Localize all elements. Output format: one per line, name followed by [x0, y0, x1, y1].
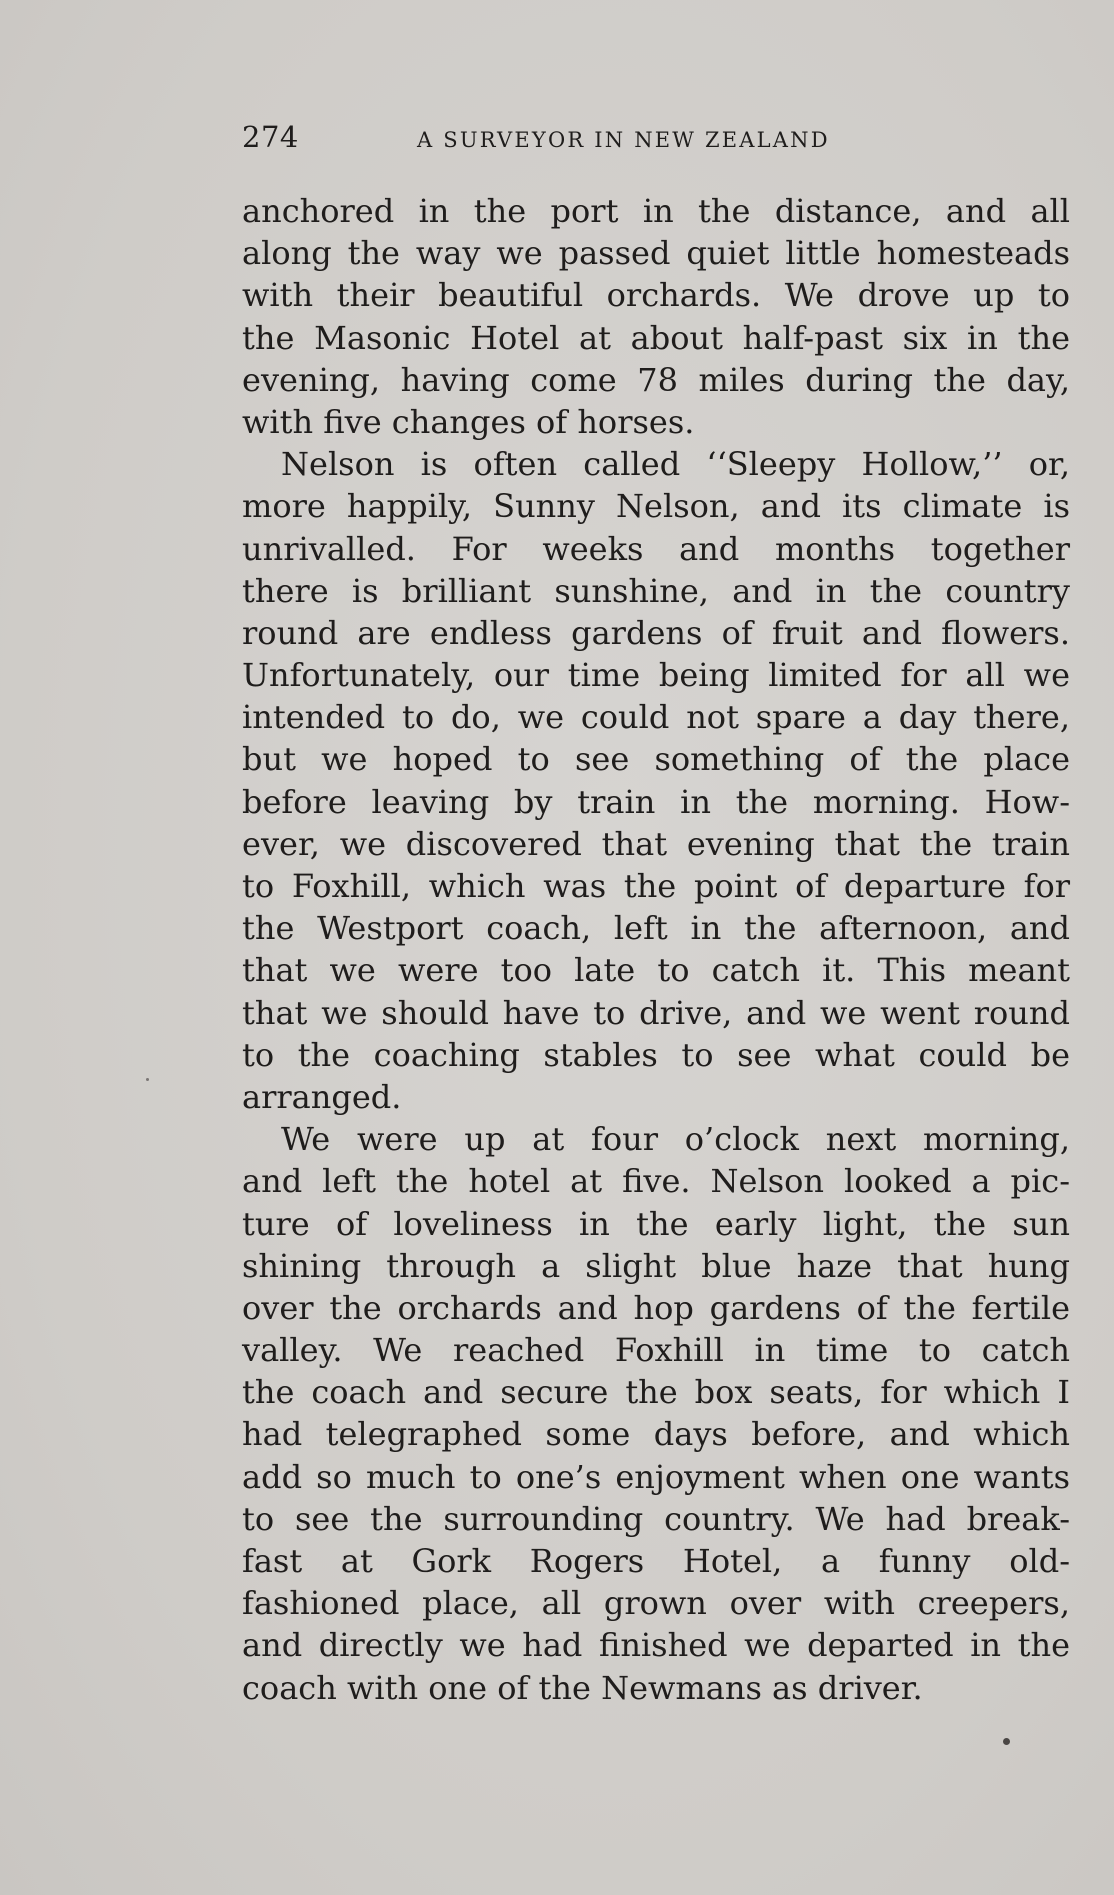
text-line: arranged.	[242, 1077, 402, 1116]
text-line: Nelson is often called ‘‘Sleepy Hollow,’’ or,	[281, 445, 1070, 484]
text-line: evening, having come 78 miles during the day,	[242, 360, 1070, 399]
text-line: the coach and secure the box seats, for which I	[242, 1373, 1070, 1412]
text-line: unrivalled. For weeks and months together	[242, 529, 1070, 568]
text-line: fashioned place, all grown over with creepers,	[242, 1584, 1070, 1623]
text-line: intended to do, we could not spare a day there,	[242, 698, 1070, 737]
text-line: coach with one of the Newmans as driver.	[242, 1668, 923, 1707]
text-line: more happily, Sunny Nelson, and its climate is	[242, 487, 1070, 526]
text-line: that we were too late to catch it. This meant	[242, 951, 1070, 990]
text-line: and left the hotel at five. Nelson looked a pic-	[242, 1162, 1070, 1201]
text-line: Unfortunately, our time being limited for all we	[242, 656, 1070, 695]
text-line: to see the surrounding country. We had break-	[242, 1499, 1070, 1538]
text-line: to Foxhill, which was the point of departure for	[242, 867, 1070, 905]
body-text	[242, 190, 1070, 1709]
text-line: that we should have to drive, and we went round	[242, 993, 1070, 1032]
text-line: but we hoped to see something of the place	[242, 740, 1070, 779]
text-line: over the orchards and hop gardens of the fertile	[242, 1288, 1070, 1327]
text-line: to the coaching stables to see what could be	[242, 1035, 1070, 1074]
text-line: ever, we discovered that evening that the train	[242, 824, 1070, 863]
running-head: A SURVEYOR IN NEW ZEALAND	[417, 128, 830, 152]
text-line: valley. We reached Foxhill in time to catch	[242, 1331, 1070, 1370]
text-line: anchored in the port in the distance, and all	[242, 192, 1070, 230]
paper-speck	[146, 1078, 149, 1081]
text-line: with five changes of horses.	[242, 402, 695, 441]
text-line: there is brilliant sunshine, and in the country	[242, 571, 1070, 610]
text-line: shining through a slight blue haze that hung	[242, 1246, 1070, 1285]
text-line: along the way we passed quiet little homesteads	[242, 234, 1070, 273]
text-line: with their beautiful orchards. We drove up to	[242, 276, 1070, 315]
text-line: add so much to one’s enjoyment when one wants	[242, 1457, 1070, 1496]
text-line: the Westport coach, left in the afternoon, and	[242, 909, 1070, 948]
text-line: before leaving by train in the morning. How-	[242, 782, 1070, 821]
text-line: the Masonic Hotel at about half-past six in the	[242, 318, 1070, 357]
text-line: round are endless gardens of fruit and flowers.	[242, 613, 1070, 652]
text-line: We were up at four o’clock next morning,	[281, 1120, 1070, 1159]
text-line: and directly we had finished we departed in the	[242, 1626, 1070, 1665]
page-number: 274	[242, 120, 299, 154]
text-line: ture of loveliness in the early light, the sun	[242, 1204, 1070, 1243]
ink-speck	[1003, 1738, 1010, 1745]
text-line: fast at Gork Rogers Hotel, a funny old-	[242, 1542, 1070, 1580]
text-line: had telegraphed some days before, and which	[242, 1415, 1070, 1454]
page-header	[242, 120, 1072, 160]
